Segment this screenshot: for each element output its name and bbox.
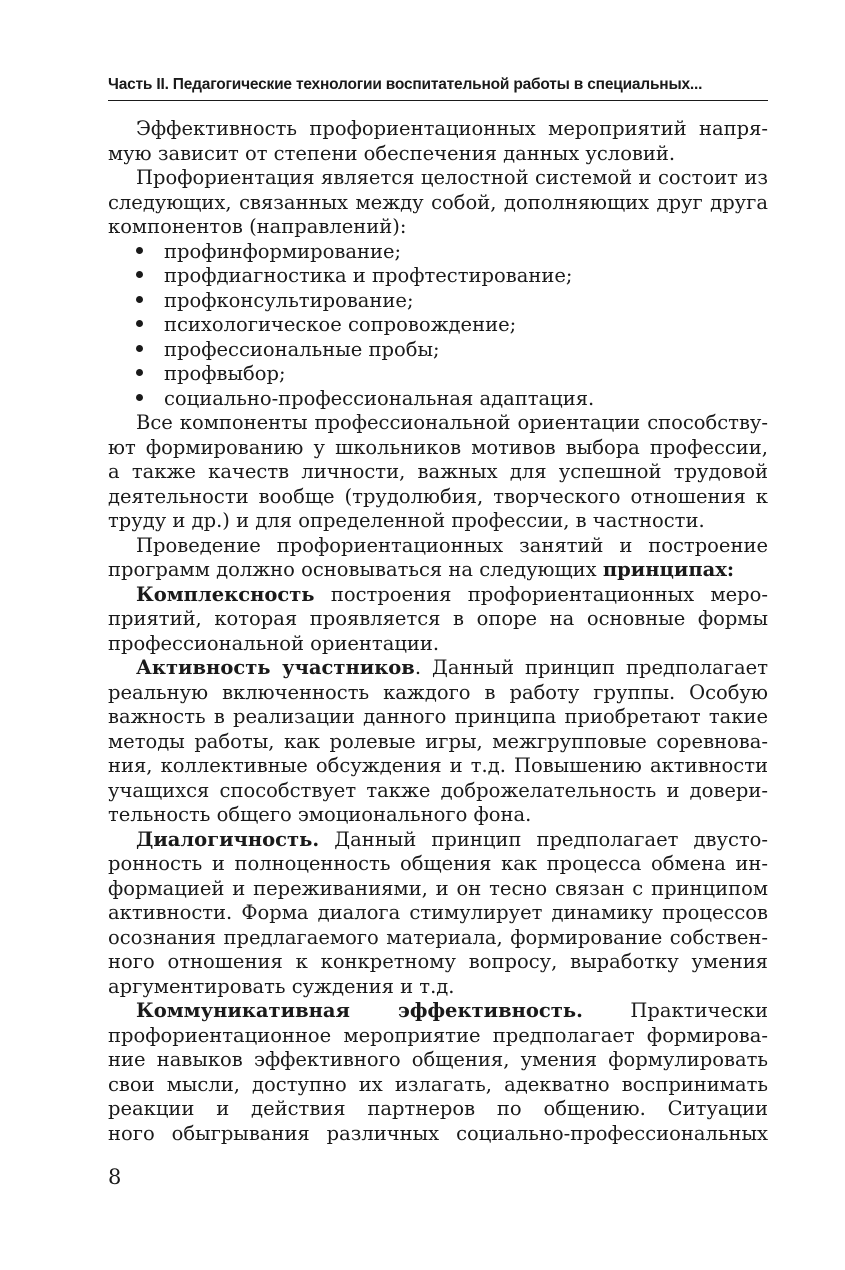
paragraph-7-line-4: активности. Форма диалога стимулирует динамику процессов bbox=[108, 901, 768, 924]
running-header: Часть II. Педагогические технологии воспитательной работы в специальных... bbox=[108, 76, 703, 93]
principles-term: принципах: bbox=[602, 558, 735, 581]
paragraph-7-line-1 bbox=[108, 828, 768, 853]
paragraph-3-line-3: а также качеств личности, важных для успешной трудовой bbox=[108, 460, 768, 483]
list-item-text: профконсультирование; bbox=[164, 288, 414, 312]
term-participant-activity: Активность участников bbox=[136, 656, 415, 679]
paragraph-6-line-7: тельность общего эмоционального фона. bbox=[108, 803, 532, 826]
list-item-text: профдиагностика и профтестирование; bbox=[164, 264, 573, 287]
paragraph-3-line-1: Все компоненты профессиональной ориентации способству- bbox=[136, 411, 768, 434]
paragraph-6-line-2: реальную включенность каждого в работу группы. Особую bbox=[108, 680, 768, 704]
paragraph-5-line-2: приятий, которая проявляется в опоре на основные формы bbox=[108, 607, 768, 630]
paragraph-3-line-4: деятельности вообще (трудолюбия, творческого отношения к bbox=[108, 484, 768, 508]
paragraph-4-line-2-text: программ должно основываться на следующих bbox=[108, 558, 603, 581]
header-rule bbox=[108, 100, 768, 101]
paragraph-7-line-2: ронность и полноценность общения как процесса обмена ин- bbox=[108, 852, 768, 875]
paragraph-2-line-1: Профориентация является целостной системой и состоит из bbox=[136, 166, 768, 189]
bullet-icon bbox=[136, 264, 164, 289]
list-item-text: психологическое сопровождение; bbox=[164, 313, 517, 336]
list-item bbox=[108, 289, 768, 314]
list-item bbox=[108, 362, 768, 387]
page-number: 8 bbox=[108, 1165, 122, 1189]
paragraph-7-line-3: формацией и переживаниями, и он тесно связан с принципом bbox=[108, 876, 768, 900]
paragraph-8-line-4: свои мысли, доступно их излагать, адекватно воспринимать bbox=[108, 1072, 768, 1096]
paragraph-8-line-6: ного обыгрывания различных социально-профессиональных bbox=[108, 1121, 768, 1145]
paragraph-2-line-3: компонентов (направлений): bbox=[108, 215, 407, 238]
bullet-icon bbox=[136, 289, 164, 314]
term-dialogicity: Диалогичность. bbox=[136, 827, 320, 851]
paragraph-4-line-2 bbox=[108, 558, 768, 583]
list-item-text: профвыбор; bbox=[164, 362, 286, 385]
paragraph-3-line-5: труду и др.) и для определенной профессии, в частности. bbox=[108, 509, 705, 532]
paragraph-1-line-2: мую зависит от степени обеспечения данных условий. bbox=[108, 141, 676, 165]
paragraph-6-line-5: ния, коллективные обсуждения и т.д. Повышению активности bbox=[108, 754, 768, 777]
paragraph-1-line-1: Эффективность профориентационных мероприятий напря- bbox=[136, 117, 768, 140]
list-item bbox=[108, 387, 768, 412]
bullet-icon bbox=[136, 313, 164, 338]
list-item bbox=[108, 264, 768, 289]
paragraph-5-line-1 bbox=[108, 583, 768, 608]
paragraph-3-line-2: ют формированию у школьников мотивов выбора профессии, bbox=[108, 435, 768, 459]
components-list bbox=[108, 240, 768, 412]
list-item-text: профессиональные пробы; bbox=[164, 337, 440, 361]
paragraph-6-line-4: методы работы, как ролевые игры, межгрупповые соревнова- bbox=[108, 729, 768, 753]
bullet-icon bbox=[136, 387, 164, 412]
paragraph-8-line-1 bbox=[108, 999, 768, 1024]
paragraph-6-line-3: важность в реализации данного принципа приобретают такие bbox=[108, 705, 768, 728]
paragraph-8-line-1-text: Практически bbox=[630, 999, 768, 1022]
bullet-icon bbox=[136, 240, 164, 265]
list-item bbox=[108, 338, 768, 363]
list-item bbox=[108, 240, 768, 265]
paragraph-8-line-5: реакции и действия партнеров по общению. Ситуации bbox=[108, 1097, 768, 1120]
paragraph-2-line-2: следующих, связанных между собой, дополняющих друг друга bbox=[108, 190, 768, 214]
paragraph-6-line-1-text: . Данный принцип предполагает bbox=[414, 656, 768, 679]
bullet-icon bbox=[136, 362, 164, 387]
paragraph-5-line-1-text: построения профориентационных меро- bbox=[314, 582, 768, 606]
paragraph-6-line-1 bbox=[108, 656, 768, 681]
term-communicative-effectiveness: Коммуникативная эффективность. bbox=[136, 999, 583, 1022]
paragraph-7-line-7: аргументировать суждения и т.д. bbox=[108, 974, 455, 998]
list-item-text: социально-профессиональная адаптация. bbox=[164, 386, 595, 410]
paragraph-5-line-3: профессиональной ориентации. bbox=[108, 631, 440, 655]
paragraph-7-line-5: осознания предлагаемого материала, формирование собствен- bbox=[108, 925, 768, 949]
paragraph-6-line-6: учащихся способствует также доброжелательность и довери- bbox=[108, 778, 768, 802]
list-item bbox=[108, 313, 768, 338]
list-item-text: профинформирование; bbox=[164, 239, 402, 263]
paragraph-7-line-6: ного отношения к конкретному вопросу, выработку умения bbox=[108, 950, 768, 973]
paragraph-8-line-2: профориентационное мероприятие предполагает формирова- bbox=[108, 1023, 768, 1047]
paragraph-4-line-1: Проведение профориентационных занятий и построение bbox=[136, 533, 768, 557]
paragraph-7-line-1-text: Данный принцип предполагает двусто- bbox=[319, 827, 768, 851]
page-body bbox=[108, 117, 768, 1146]
bullet-icon bbox=[136, 338, 164, 363]
paragraph-8-line-3: ние навыков эффективного общения, умения формулировать bbox=[108, 1048, 768, 1071]
term-complexity: Комплексность bbox=[136, 582, 315, 606]
